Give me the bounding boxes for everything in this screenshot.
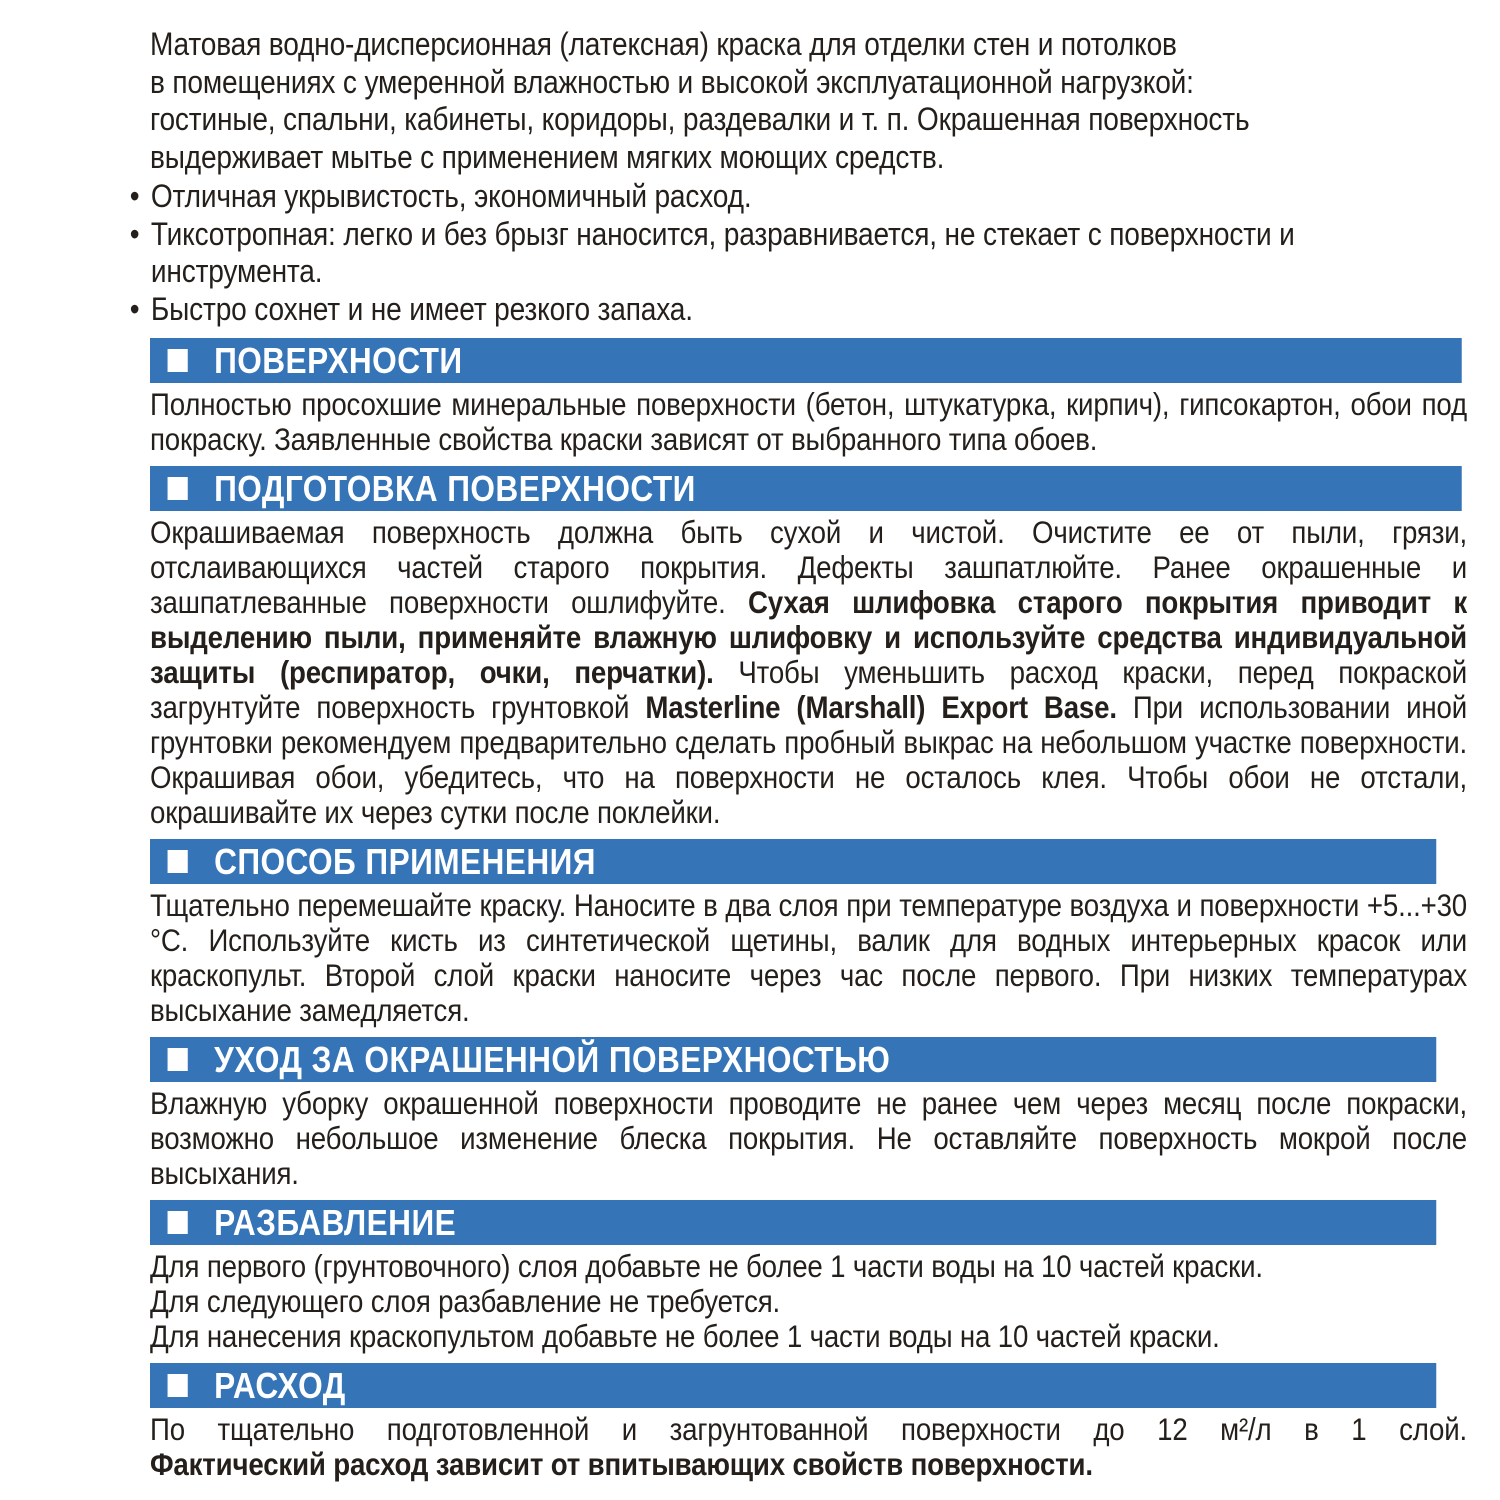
section-body-surface-preparation: [150, 515, 1467, 830]
section-header-painted-surface-care: [150, 1037, 1436, 1082]
section-surfaces: [150, 338, 1467, 457]
section-paragraph: [150, 888, 1467, 1028]
section-dilution: [150, 1200, 1467, 1354]
text-segment: Полностью просохшие минеральные поверхности (бетон, штукатурка, кирпич), гипсокартон, обои под покраску. Заявленные свойства краски зависят от выбранного типа обоев.: [150, 386, 1467, 457]
section-title: РАСХОД: [214, 1364, 346, 1406]
text-segment: Чтобы уменьшить расход краски, перед покраской загрунтуйте поверхность грунтовкой: [150, 654, 1467, 725]
feature-item: • Отличная укрывистость, экономичный расход.: [150, 178, 1467, 216]
section-paragraph: [150, 1086, 1467, 1191]
square-bullet-icon: [168, 349, 188, 372]
feature-item: • Быстро сохнет и не имеет резкого запаха.: [150, 291, 1467, 329]
section-consumption: [150, 1363, 1467, 1482]
text-segment: При использовании иной грунтовки рекомендуем предварительно сделать пробный выкрас на небольшом участке поверхности. Окрашивая обои, убедитесь, что на поверхности не осталось клея. Чтобы обои не отстали, окрашивайте их через сутки после поклейки.: [150, 689, 1467, 830]
section-body-consumption: [150, 1412, 1467, 1482]
bold-text-segment: Masterline (Marshall) Export Base.: [645, 689, 1117, 725]
text-segment: Для следующего слоя разбавление не требуется.: [150, 1283, 781, 1319]
square-bullet-icon: [168, 1048, 188, 1071]
description-line: в помещениях с умеренной влажностью и высокой эксплуатационной нагрузкой:: [150, 63, 1194, 100]
section-paragraph: [150, 387, 1467, 457]
bold-text-segment: Сухая шлифовка старого покрытия приводит к выделению пыли, применяйте влажную шлифовку и используйте средства индивидуальной защиты (респиратор, очки, перчатки).: [150, 584, 1467, 690]
description-line: Матовая водно-дисперсионная (латексная) краска для отделки стен и потолков: [150, 26, 1177, 62]
section-body-surfaces: [150, 387, 1467, 457]
description-line: гостиные, спальни, кабинеты, коридоры, раздевалки и т. п. Окрашенная поверхность: [150, 101, 1250, 137]
section-header-consumption: [150, 1363, 1436, 1408]
section-paragraph: [150, 1249, 1467, 1284]
section-painted-surface-care: [150, 1037, 1467, 1191]
section-body-painted-surface-care: [150, 1086, 1467, 1191]
text-segment: Тщательно перемешайте краску. Наносите в два слоя при температуре воздуха и поверхности +5...+30 °С. Используйте кисть из синтетической щетины, валик для водных интерьерных красок или краскопульт. Второй слой краски наносите через час после первого. При низких температурах высыхание замедляется.: [150, 887, 1467, 1028]
section-surface-preparation: [150, 466, 1467, 830]
text-segment: Для первого (грунтовочного) слоя добавьте не более 1 части воды на 10 частей краски.: [150, 1248, 1263, 1284]
section-header-dilution: [150, 1200, 1436, 1245]
text-segment: По тщательно подготовленной и загрунтованной поверхности до 12 м²/л в 1 слой.: [150, 1411, 1467, 1447]
product-description: [150, 26, 1467, 176]
text-segment: Влажную уборку окрашенной поверхности проводите не ранее чем через месяц после покраски, возможно небольшое изменение блеска покрытия. Не оставляйте поверхность мокрой после высыхания.: [150, 1085, 1467, 1191]
section-title: УХОД ЗА ОКРАШЕННОЙ ПОВЕРХНОСТЬЮ: [214, 1038, 891, 1080]
text-segment: Для нанесения краскопультом добавьте не более 1 части воды на 10 частей краски.: [150, 1318, 1220, 1354]
section-title: ПОДГОТОВКА ПОВЕРХНОСТИ: [214, 467, 696, 509]
feature-list: [150, 178, 1467, 328]
square-bullet-icon: [168, 1374, 188, 1397]
section-header-surface-preparation: [150, 466, 1462, 511]
section-paragraph: [150, 1319, 1467, 1354]
section-paragraph: [150, 515, 1467, 830]
feature-item: • Тиксотропная: легко и без брызг наносится, разравнивается, не стекает с поверхности и инструмента.: [150, 216, 1467, 291]
label-text-column: [150, 26, 1467, 1482]
section-paragraph: [150, 1284, 1467, 1319]
section-application-method: [150, 839, 1467, 1028]
section-header-application-method: [150, 839, 1436, 884]
square-bullet-icon: [168, 850, 188, 873]
bold-text-segment: Фактический расход зависит от впитывающих свойств поверхности.: [150, 1446, 1093, 1482]
square-bullet-icon: [168, 1211, 188, 1234]
section-paragraph: [150, 1447, 1467, 1482]
description-line: выдерживает мытье с применением мягких моющих средств.: [150, 138, 945, 175]
section-title: РАЗБАВЛЕНИЕ: [214, 1201, 457, 1243]
section-body-application-method: [150, 888, 1467, 1028]
section-paragraph: [150, 1412, 1467, 1447]
section-body-dilution: [150, 1249, 1467, 1354]
square-bullet-icon: [168, 477, 188, 500]
section-header-surfaces: [150, 338, 1462, 383]
section-title: СПОСОБ ПРИМЕНЕНИЯ: [214, 840, 596, 882]
text-segment: Окрашиваемая поверхность должна быть сухой и чистой. Очистите ее от пыли, грязи, отслаивающихся частей старого покрытия. Дефекты зашпатлюйте. Ранее окрашенные и зашпатлеванные поверхности ошлифуйте.: [150, 514, 1467, 620]
section-title: ПОВЕРХНОСТИ: [214, 339, 463, 381]
